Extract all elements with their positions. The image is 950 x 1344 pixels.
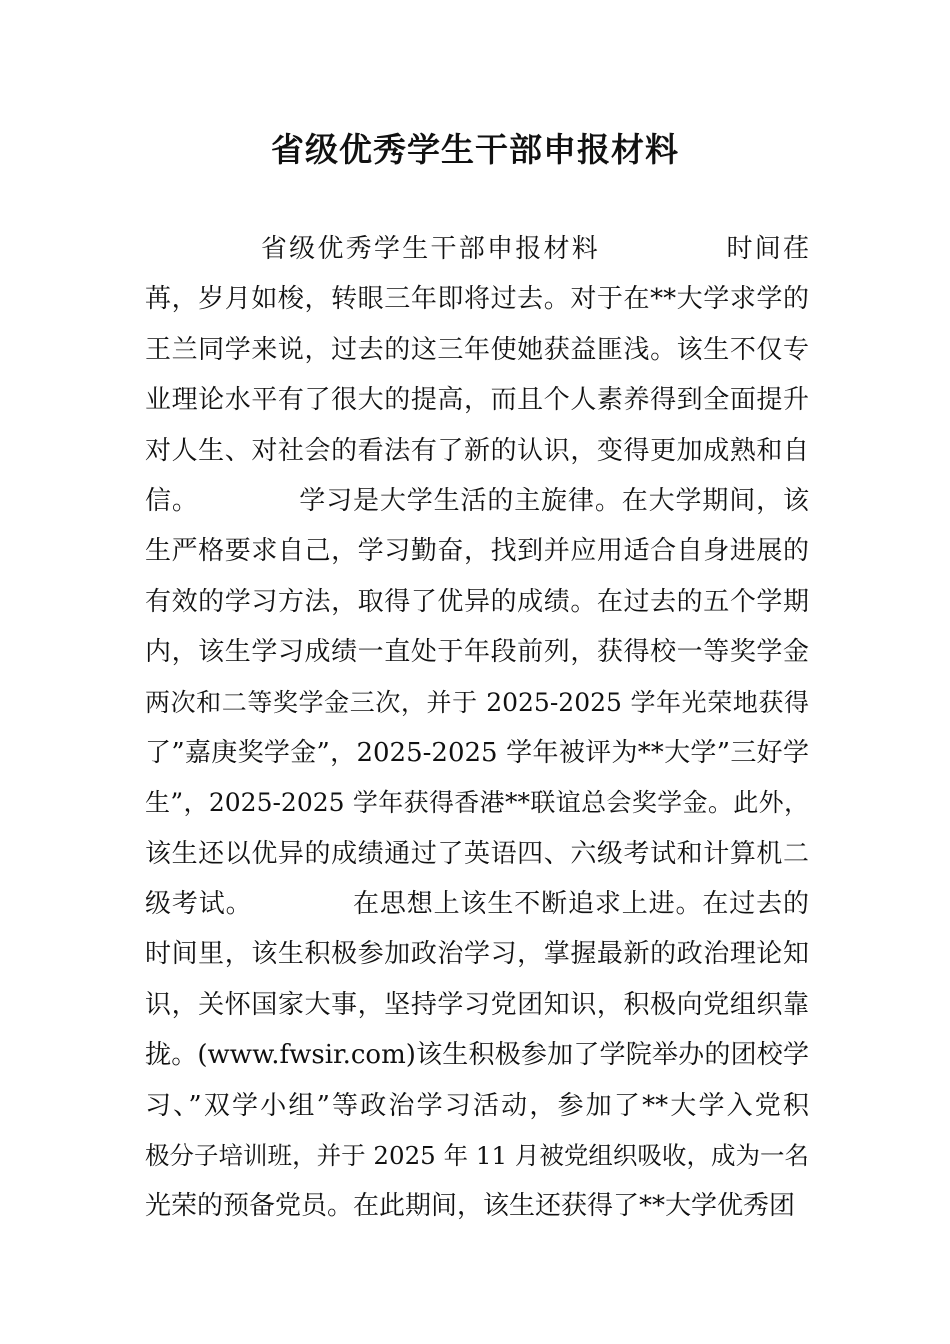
- body-line: 有效的学习方法，取得了优异的成绩。在过去的五个学期: [145, 586, 809, 617]
- body-line: 了”嘉庚奖学金”，2025-2025 学年被评为**大学”三好学: [145, 737, 809, 768]
- body-line: 对人生、对社会的看法有了新的认识，变得更加成熟和自: [145, 435, 809, 466]
- body-line: 生严格要求自己，学习勤奋，找到并应用适合自身进展的: [145, 536, 809, 567]
- body-line: 极分子培训班，并于 2025 年 11 月被党组织吸收，成为一名: [145, 1141, 809, 1171]
- body-line: 内，该生学习成绩一直处于年段前列，获得校一等奖学金: [145, 637, 809, 668]
- body-line: 习、”双学小组”等政治学习活动，参加了**大学入党积: [145, 1090, 809, 1121]
- body-line: 级考试。 在思想上该生不断追求上进。在过去的: [145, 889, 809, 920]
- body-line: 该生还以优异的成绩通过了英语四、六级考试和计算机二: [145, 838, 809, 869]
- body-line: 信。 学习是大学生活的主旋律。在大学期间，该: [145, 485, 809, 516]
- body-line: 拢。(www.fwsir.com)该生积极参加了学院举办的团校学: [145, 1040, 809, 1071]
- body-line: 生”，2025-2025 学年获得香港**联谊总会奖学金。此外，: [145, 788, 809, 818]
- document-body: [145, 224, 809, 1232]
- body-line: 识，关怀国家大事，坚持学习党团知识，积极向党组织靠: [145, 989, 809, 1020]
- body-line: 省级优秀学生干部申报材料 时间荏: [145, 234, 809, 264]
- body-line: 业理论水平有了很大的提高，而且个人素养得到全面提升: [145, 385, 809, 416]
- body-line: 两次和二等奖学金三次，并于 2025-2025 学年光荣地获得: [145, 687, 809, 717]
- body-line: 王兰同学来说，过去的这三年使她获益匪浅。该生不仅专: [145, 334, 809, 365]
- body-line: 时间里，该生积极参加政治学习，掌握最新的政治理论知: [145, 939, 809, 970]
- body-line: 苒，岁月如梭，转眼三年即将过去。对于在**大学求学的: [145, 284, 809, 315]
- body-line: 光荣的预备党员。在此期间，该生还获得了**大学优秀团: [145, 1191, 796, 1222]
- document-title: 省级优秀学生干部申报材料: [271, 130, 679, 169]
